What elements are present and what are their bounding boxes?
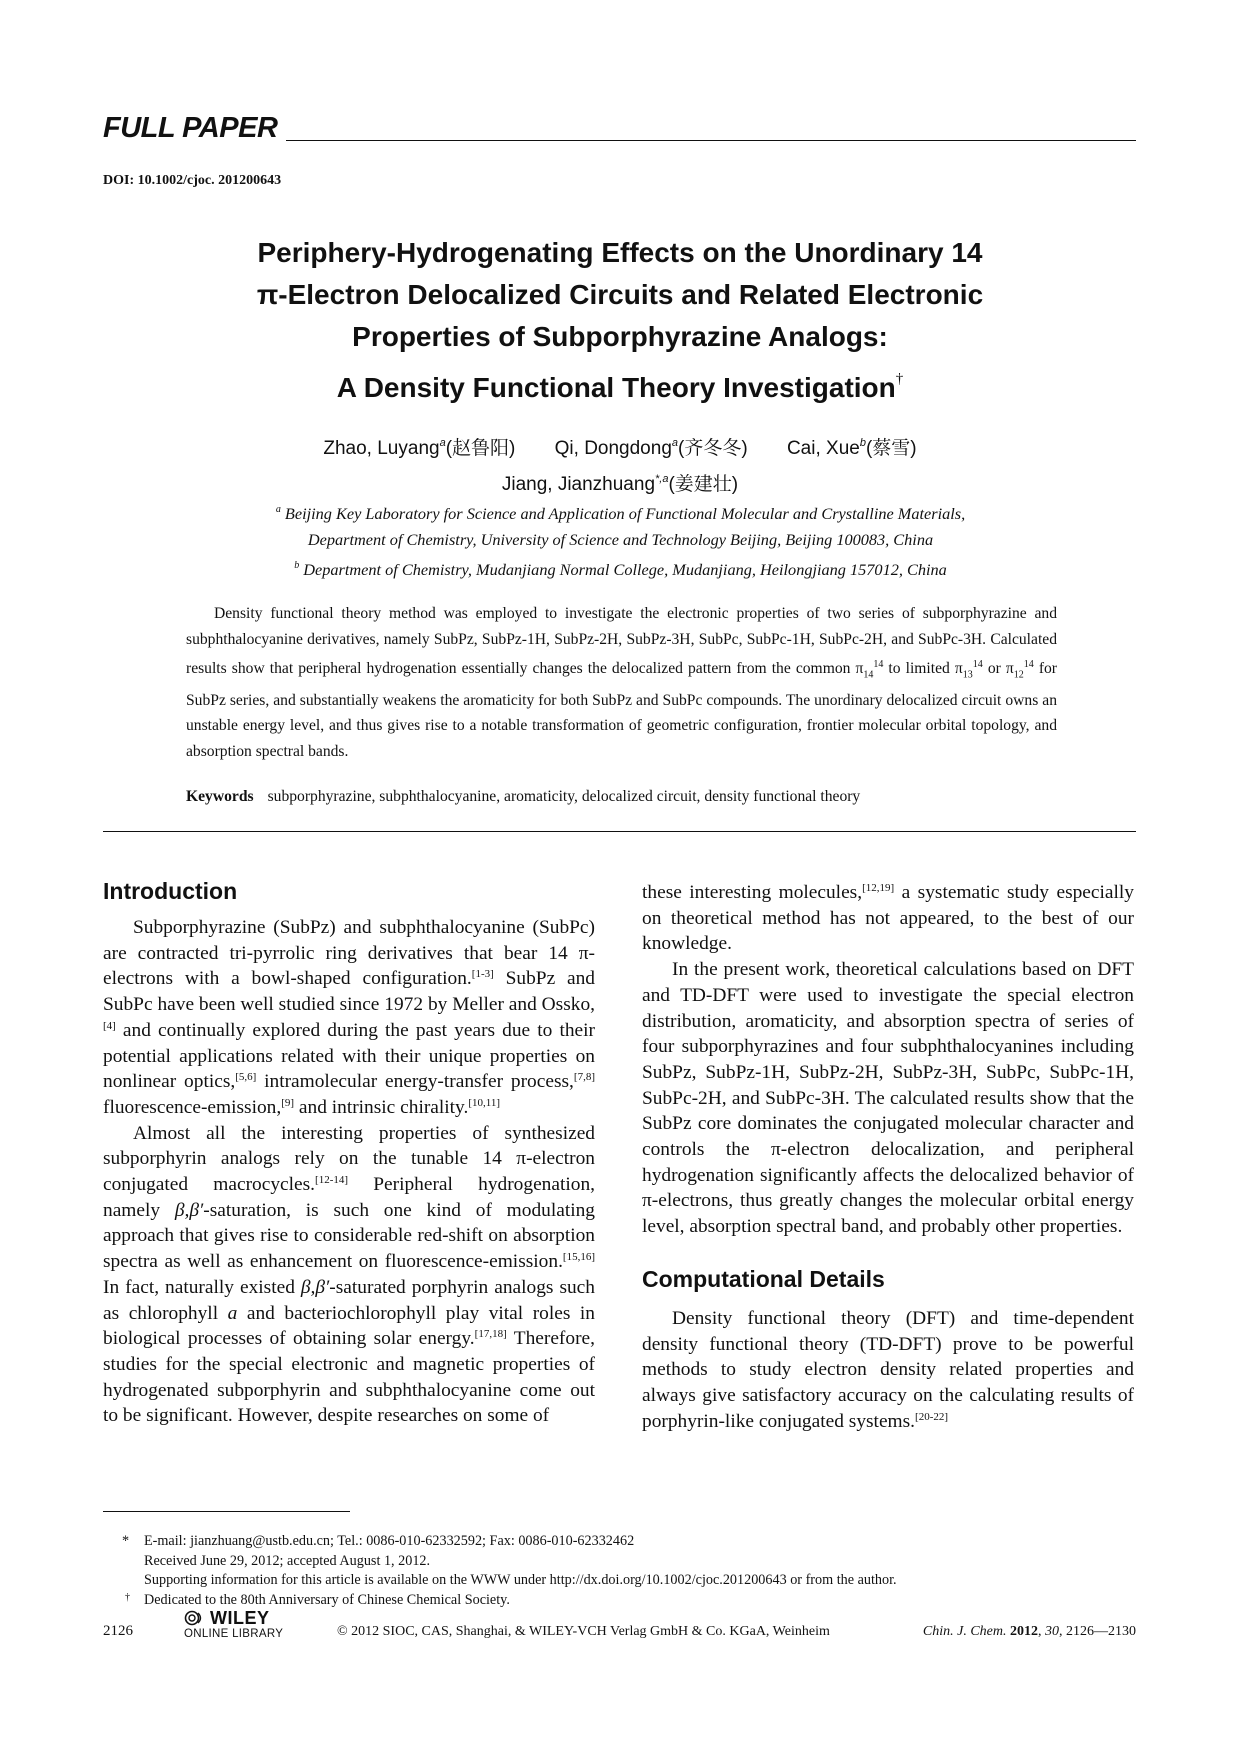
doi: DOI: 10.1002/cjoc. 201200643: [103, 173, 282, 188]
citation-link[interactable]: [12,19]: [862, 882, 895, 894]
citation-link[interactable]: [20-22]: [915, 1410, 949, 1423]
copyright-notice: © 2012 SIOC, CAS, Shanghai, & WILEY-VCH Verlag GmbH & Co. KGaA, Weinheim: [337, 1624, 830, 1639]
abstract-sub: 12: [1013, 669, 1024, 681]
keywords: [186, 788, 1057, 806]
text: fluorescence-emission,: [103, 1096, 282, 1118]
affil-mark: a: [275, 504, 281, 515]
author-cn-name: (赵鲁阳): [445, 438, 516, 459]
footnote-rule: [103, 1511, 350, 1512]
footnote-text: Supporting information for this article is available on the WWW under http://dx.doi.org/10.1002/cjoc.201200643 or from the author.: [144, 1572, 897, 1588]
citation-link[interactable]: [17,18]: [474, 1328, 507, 1341]
abstract: [186, 601, 1057, 764]
citation-link[interactable]: [1-3]: [471, 968, 494, 981]
journal-name: Chin. J. Chem.: [922, 1624, 1007, 1639]
author-name: Cai, Xue: [786, 438, 860, 459]
footnotes: [122, 1532, 1122, 1610]
abstract-sup: 14: [972, 659, 983, 670]
logo-word: WILEY: [210, 1608, 270, 1628]
author-affil-mark: b: [859, 437, 866, 449]
title-line: Periphery-Hydrogenating Effects on the Unordinary 14: [257, 237, 983, 268]
left-column: [103, 880, 595, 1429]
text: Subporphyrazine (SubPz) and subphthalocyanine (SubPc) are contracted tri-pyrrolic ring derivatives that bear 14 π-electrons with a bowl-shaped configuration.: [103, 917, 595, 990]
text: Therefore, studies for the special electronic and magnetic properties of hydrogenated subporphyrin and subphthalocyanine come out to be significant. However, despite researches on some of: [103, 1328, 596, 1427]
citation-link[interactable]: [12-14]: [315, 1174, 349, 1187]
journal-reference: Chin. J. Chem. 2012, 30, 2126—2130: [922, 1624, 1136, 1639]
intro-paragraph-2: [103, 1121, 595, 1429]
author-affil-mark: *,a: [655, 473, 669, 485]
author-line: [190, 464, 1050, 500]
abstract-sup: 14: [873, 659, 884, 670]
keywords-text: subporphyrazine, subphthalocyanine, aromaticity, delocalized circuit, density functional theory: [267, 788, 861, 805]
affil-mark: b: [294, 560, 300, 571]
citation-link[interactable]: [9]: [281, 1096, 295, 1109]
abstract-text: or π: [982, 660, 1014, 678]
affiliation-b: [150, 553, 1091, 583]
citation-link[interactable]: [4]: [103, 1019, 116, 1032]
page-number: 2126: [103, 1623, 133, 1639]
section-divider: [103, 831, 1136, 832]
text: -saturated porphyrin analogs such as chlorophyll: [103, 1276, 595, 1324]
abstract-sup: 14: [1023, 659, 1034, 670]
affiliation-a-cont: Department of Chemistry, University of Science and Technology Beijing, Beijing 100083, China: [307, 530, 934, 549]
author: [555, 438, 748, 459]
text: Almost all the interesting properties of synthesized subporphyrin analogs rely on the tunable 14 π-electron conjugated macrocycles.: [103, 1122, 595, 1196]
text: a systematic study especially on theoretical method has not appeared, to the best of our knowledge.: [642, 882, 1134, 955]
author: [323, 438, 515, 459]
author-cn-name: (蔡雪): [865, 438, 917, 459]
affiliation-a: [150, 497, 1091, 527]
logo-subtitle: ONLINE LIBRARY: [184, 1628, 284, 1640]
intro-paragraph-3: In the present work, theoretical calculations based on DFT and TD-DFT were used to investigate the special electron distribution, aromaticity, and absorption spectra of series of four subporphyrazines and four subphthalocyanines including SubPz, SubPz-1H, SubPz-2H, SubPz-3H, SubPc, SubPc-1H, SubPc-2H, and SubPc-3H. The calculated results show that the SubPz core dominates the conjugated molecular character and controls the π-electron delocalization, and peripheral hydrogenation significantly affects the delocalized behavior of π-electrons, thus greatly changes the molecular orbital energy level, absorption spectral band, and probably other properties.: [642, 959, 1134, 1238]
citation-link[interactable]: [5,6]: [235, 1071, 257, 1084]
affil-text: Beijing Key Laboratory for Science and Application of Functional Molecular and Crystalline Materials,: [284, 504, 966, 523]
journal-pages: , 2126—2130: [1059, 1624, 1136, 1639]
header-row: [103, 112, 1136, 144]
author-affil-mark: a: [439, 437, 446, 449]
author-cn-name: (齐冬冬): [678, 438, 748, 459]
wiley-swirl-icon: [184, 1610, 206, 1626]
abstract-text: Density functional theory method was employed to investigate the electronic properties of two series of subporphyrazine and subphthalocyanine derivatives, namely SubPz, SubPz-1H, SubPz-2H, SubPz-3H, SubPc, SubPc-1H, SubPc-2H, and SubPc-3H. Calculated results show that peripheral hydrogenation essentially changes the delocalized pattern from the common π: [186, 605, 1057, 678]
intro-paragraph-2-cont: [642, 880, 1134, 957]
footnote-text: Received June 29, 2012; accepted August 1, 2012.: [144, 1552, 431, 1569]
section-type-label: FULL PAPER: [103, 112, 278, 144]
text: In fact, naturally existed: [103, 1276, 301, 1298]
text: and intrinsic chirality.: [294, 1096, 469, 1118]
text-italic: β,β′: [300, 1276, 330, 1298]
author-affil-mark: a: [671, 437, 679, 449]
citation-link[interactable]: [7,8]: [573, 1071, 595, 1084]
keywords-label: Keywords: [186, 788, 254, 805]
header-rule: [286, 140, 1136, 141]
footnote-text: Dedicated to the 80th Anniversary of Chinese Chemical Society.: [144, 1591, 510, 1608]
title-line: [190, 358, 1050, 409]
text: Density functional theory (DFT) and time-dependent density functional theory (TD-DFT) prove to be powerful methods to study electron density related properties and always give satisfactory accuracy on the calculating results of porphyrin-like conjugated systems.: [642, 1307, 1134, 1432]
journal-year: 2012: [1010, 1624, 1038, 1639]
author-name: Qi, Dongdong: [554, 438, 672, 459]
intro-paragraph-1: [103, 915, 595, 1121]
text-italic: β,β′: [174, 1199, 204, 1221]
abstract-sub: 13: [962, 669, 973, 681]
citation-link[interactable]: [10,11]: [468, 1096, 501, 1109]
author-name: Zhao, Luyang: [323, 438, 440, 459]
author-list: [190, 428, 1050, 500]
text: SubPz and SubPc have been well studied since 1972 by Meller and Ossko,: [103, 968, 595, 1016]
title-line-text: A Density Functional Theory Investigation: [336, 372, 896, 403]
text: and continually explored during the past years due to their potential applications related with their unique properties on nonlinear optics,: [103, 1019, 595, 1093]
title-line: π-Electron Delocalized Circuits and Related Electronic: [256, 279, 984, 310]
title-dagger: †: [895, 371, 904, 387]
footnote-supporting: [122, 1571, 1122, 1591]
wiley-online-library-logo[interactable]: [184, 1608, 294, 1644]
title-line: Properties of Subporphyrazine Analogs:: [352, 321, 888, 352]
abstract-text: for SubPz series, and substantially weakens the aromaticity for both SubPz and SubPc compounds. The unordinary delocalized circuit owns an unstable energy level, and thus gives rise to a notable transformation of geometric configuration, frontier molecular orbital topology, and absorption spectral bands.: [186, 660, 1057, 760]
footnote-mark: *: [122, 1533, 130, 1549]
text: intramolecular energy-transfer process,: [256, 1071, 574, 1093]
text-italic: a: [227, 1302, 238, 1324]
author: [502, 474, 738, 495]
footnote-mark: †: [125, 1591, 130, 1603]
heading-introduction: Introduction: [103, 878, 238, 904]
citation-link[interactable]: [15,16]: [562, 1251, 595, 1264]
text: Peripheral hydrogenation, namely: [103, 1174, 595, 1221]
text: these interesting molecules,: [642, 882, 863, 903]
author-line: [190, 428, 1050, 464]
journal-volume: 30: [1045, 1624, 1059, 1639]
author-cn-name: (姜建壮): [668, 474, 739, 495]
text: and bacteriochlorophyll play vital roles in biological processes of obtaining solar energy.: [103, 1302, 595, 1350]
author-name: Jiang, Jianzhuang: [501, 474, 656, 495]
footnote-corresponding: [122, 1532, 1122, 1552]
abstract-text: to limited π: [883, 660, 963, 678]
paper-title: [190, 232, 1050, 409]
footnote-received: [122, 1552, 1122, 1572]
text: -saturation, is such one kind of modulating approach that gives rise to considerable red-shift on absorption spectra as well as enhancement on fluorescence-emission.: [103, 1199, 595, 1273]
heading-computational-details: Computational Details: [642, 1265, 885, 1292]
author: [787, 438, 917, 459]
affiliations: [150, 497, 1091, 583]
computational-paragraph-1: [642, 1306, 1134, 1435]
abstract-sub: 14: [863, 669, 874, 681]
right-column: [642, 880, 1134, 1434]
footnote-text: E-mail: jianzhuang@ustb.edu.cn; Tel.: 0086-010-62332592; Fax: 0086-010-62332462: [144, 1533, 635, 1549]
affil-text: Department of Chemistry, Mudanjiang Normal College, Mudanjiang, Heilongjiang 157012, China: [303, 560, 947, 579]
